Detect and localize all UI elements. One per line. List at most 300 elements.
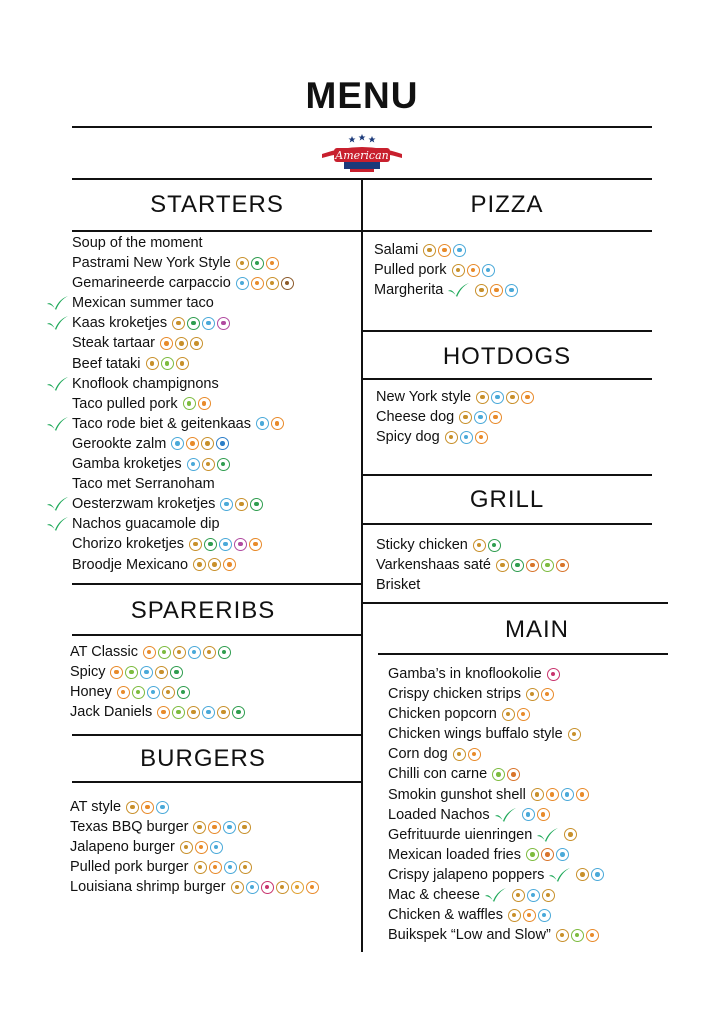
menu-item-name: Gamba’s in knoflookolie <box>388 666 542 682</box>
menu-item <box>72 394 362 414</box>
menu-item-name: Steak tartaar <box>72 335 156 352</box>
milk-icon <box>491 391 504 404</box>
hotdogs-divider <box>362 378 652 380</box>
spareribs-divider <box>72 634 362 636</box>
celery-icon <box>217 458 230 471</box>
mustard-icon <box>183 397 196 410</box>
menu-item-name: Jack Daniels <box>70 704 153 721</box>
main-divider-top <box>362 602 668 604</box>
gluten-icon <box>508 909 521 922</box>
milk-icon <box>591 868 604 881</box>
menu-item <box>70 857 360 877</box>
allergen-icons <box>494 559 569 572</box>
menu-item <box>72 253 362 273</box>
menu-item <box>388 704 688 724</box>
menu-item-name: Mexican loaded fries <box>388 846 521 863</box>
celery-icon <box>232 706 245 719</box>
menu-item <box>70 662 360 682</box>
menu-item-name: Gemarineerde carpaccio <box>72 275 231 292</box>
milk-icon <box>171 437 184 450</box>
milk-icon <box>556 848 569 861</box>
allergen-icons <box>545 668 560 681</box>
menu-item-name: Soup of the moment <box>72 235 203 251</box>
sulphite-icon <box>234 538 247 551</box>
gluten-icon <box>476 391 489 404</box>
egg-icon <box>117 686 130 699</box>
menu-item-name: Nachos guacamole dip <box>72 516 220 533</box>
american-logo <box>320 132 404 176</box>
spareribs-divider-top <box>72 583 362 585</box>
egg-icon <box>251 277 264 290</box>
gluten-icon <box>452 264 465 277</box>
menu-item <box>72 273 362 293</box>
milk-icon <box>522 808 535 821</box>
allergen-icons <box>158 337 203 350</box>
fish-icon <box>216 437 229 450</box>
menu-item <box>72 494 362 514</box>
gluten-icon <box>266 277 279 290</box>
milk-icon <box>474 411 487 424</box>
menu-item-name: Knoflook champignons <box>72 375 219 392</box>
allergen-icons <box>155 706 245 719</box>
menu-item-name: Pulled pork burger <box>70 859 189 876</box>
allergen-icons <box>443 431 488 444</box>
menu-item <box>374 260 654 280</box>
gluten-icon <box>568 728 581 741</box>
milk-icon <box>460 431 473 444</box>
menu-item-name: Corn dog <box>388 746 448 763</box>
vegetarian-leaf-icon <box>45 315 69 331</box>
milk-icon <box>202 317 215 330</box>
menu-item-name: Crispy jalapeno poppers <box>388 866 545 883</box>
gluten-icon <box>155 666 168 679</box>
burgers-divider <box>72 781 362 783</box>
celery-icon <box>488 539 501 552</box>
spareribs-heading: SPARERIBS <box>130 597 276 624</box>
gluten-icon <box>231 881 244 894</box>
allergen-icons <box>471 539 501 552</box>
milk-icon <box>538 909 551 922</box>
gluten-icon <box>576 868 589 881</box>
gluten-icon <box>208 558 221 571</box>
allergen-icons <box>524 688 554 701</box>
menu-item-name: Kaas kroketjes <box>72 315 168 332</box>
egg-icon <box>517 708 530 721</box>
menu-item <box>376 555 656 575</box>
menu-item-name: AT Classic <box>70 644 138 660</box>
milk-icon <box>187 458 200 471</box>
menu-item <box>388 845 688 865</box>
sauce-icon <box>541 848 554 861</box>
menu-item <box>388 744 688 764</box>
menu-item-name: Mexican summer taco <box>72 295 214 312</box>
gluten-icon <box>190 337 203 350</box>
milk-icon <box>527 889 540 902</box>
menu-item <box>70 682 360 702</box>
menu-item-name: Chicken wings buffalo style <box>388 726 563 743</box>
allergen-icons <box>124 801 169 814</box>
menu-item-name: Varkenshaas saté <box>376 557 491 574</box>
milk-icon <box>220 498 233 511</box>
main-list <box>388 664 688 945</box>
egg-icon <box>266 257 279 270</box>
menu-item <box>374 240 654 260</box>
celery-icon <box>204 538 217 551</box>
menu-item <box>388 724 688 744</box>
menu-item-name: Gefrituurde uienringen <box>388 826 533 843</box>
menu-item-name: Broodje Mexicano <box>72 556 189 573</box>
allergen-icons <box>185 458 230 471</box>
mustard-icon <box>132 686 145 699</box>
allergen-icons <box>500 708 530 721</box>
allergen-icons <box>562 828 577 841</box>
shellfish-icon <box>261 881 274 894</box>
milk-icon <box>561 788 574 801</box>
gluten-icon <box>193 821 206 834</box>
egg-icon <box>521 391 534 404</box>
page-title: MENU <box>305 75 419 116</box>
allergen-icons <box>229 881 319 894</box>
menu-item <box>388 905 688 925</box>
menu-item-name: Taco pulled pork <box>72 395 178 412</box>
egg-icon <box>489 411 502 424</box>
menu-item-name: Loaded Nachos <box>388 806 490 823</box>
egg-icon <box>208 821 221 834</box>
allergen-icons <box>187 538 262 551</box>
milk-icon <box>482 264 495 277</box>
menu-item-name: Taco met Serranoham <box>72 476 215 493</box>
milk-icon <box>156 801 169 814</box>
menu-item <box>72 333 362 353</box>
menu-item-name: Gamba kroketjes <box>72 456 182 473</box>
menu-item <box>70 877 360 897</box>
allergen-icons <box>191 821 251 834</box>
grill-list <box>376 535 656 595</box>
hotdogs-list <box>376 387 656 447</box>
menu-item <box>388 885 688 905</box>
menu-item-name: Chicken popcorn <box>388 706 497 723</box>
mustard-icon <box>492 768 505 781</box>
menu-item-name: Oesterzwam kroketjes <box>72 496 216 513</box>
gluten-icon <box>556 929 569 942</box>
allergen-icons <box>473 284 518 297</box>
egg-icon <box>541 688 554 701</box>
egg-icon <box>523 909 536 922</box>
milk-icon <box>188 646 201 659</box>
gluten-icon <box>172 317 185 330</box>
gluten-icon <box>459 411 472 424</box>
menu-item-name: Margherita <box>374 282 444 299</box>
milk-icon <box>505 284 518 297</box>
gluten-icon <box>276 881 289 894</box>
milk-icon <box>210 841 223 854</box>
gluten-icon <box>526 688 539 701</box>
menu-item <box>72 354 362 374</box>
starters-list <box>72 233 362 575</box>
allergen-icons <box>234 277 294 290</box>
gluten-icon <box>564 828 577 841</box>
menu-item-name: Spicy dog <box>376 429 440 446</box>
egg-icon <box>195 841 208 854</box>
egg-icon <box>576 788 589 801</box>
gluten-icon <box>146 357 159 370</box>
allergen-icons <box>450 264 495 277</box>
menu-item <box>72 555 362 575</box>
menu-item-name: Cheese dog <box>376 409 455 426</box>
gluten-icon <box>201 437 214 450</box>
menu-item-name: Mac & cheese <box>388 887 480 904</box>
allergen-icons <box>524 848 569 861</box>
burgers-heading: BURGERS <box>140 745 266 772</box>
menu-item-name: Honey <box>70 684 112 701</box>
menu-item-name: Smokin gunshot shell <box>388 786 526 803</box>
gluten-icon <box>126 801 139 814</box>
allergen-icons <box>192 861 252 874</box>
gluten-icon <box>180 841 193 854</box>
allergen-icons <box>178 841 223 854</box>
menu-item-name: Chilli con carne <box>388 766 488 783</box>
allergen-icons <box>506 909 551 922</box>
egg-icon <box>468 748 481 761</box>
menu-item <box>388 785 688 805</box>
grill-divider <box>362 523 652 525</box>
menu-item-name: Brisket <box>376 577 421 594</box>
logo-text: American <box>335 149 389 162</box>
gluten-icon <box>175 337 188 350</box>
spareribs-list <box>70 642 360 722</box>
gluten-icon <box>512 889 525 902</box>
gluten-icon <box>239 861 252 874</box>
starters-divider <box>72 230 362 232</box>
sulphite-icon <box>217 317 230 330</box>
mustard-icon <box>541 559 554 572</box>
celery-icon <box>251 257 264 270</box>
vegetarian-leaf-icon <box>446 282 470 298</box>
allergen-icons <box>457 411 502 424</box>
gluten-icon <box>473 539 486 552</box>
burgers-divider-top <box>72 734 362 736</box>
vegetarian-leaf-icon <box>483 887 507 903</box>
sauce-icon <box>507 768 520 781</box>
peanut-icon <box>526 559 539 572</box>
gluten-icon <box>475 284 488 297</box>
menu-item <box>72 454 362 474</box>
milk-icon <box>147 686 160 699</box>
egg-icon <box>157 706 170 719</box>
vegetarian-leaf-icon <box>535 827 559 843</box>
allergen-icons <box>144 357 189 370</box>
allergen-icons <box>520 808 550 821</box>
menu-item <box>388 664 688 684</box>
allergen-icons <box>169 437 229 450</box>
menu-item <box>72 414 362 434</box>
allergen-icons <box>529 788 589 801</box>
celery-icon <box>177 686 190 699</box>
vegetarian-leaf-icon <box>45 295 69 311</box>
menu-item <box>374 280 654 300</box>
gluten-icon <box>531 788 544 801</box>
menu-item-name: New York style <box>376 389 472 405</box>
allergen-icons <box>218 498 263 511</box>
allergen-icons <box>474 391 534 404</box>
menu-item <box>376 407 656 427</box>
allergen-icons <box>108 666 183 679</box>
menu-item <box>70 702 360 722</box>
vegetarian-leaf-icon <box>493 807 517 823</box>
allergen-icons <box>554 929 599 942</box>
menu-item-name: Pulled pork <box>374 262 447 279</box>
gluten-icon <box>445 431 458 444</box>
egg-icon <box>186 437 199 450</box>
mustard-icon <box>158 646 171 659</box>
egg-icon <box>438 244 451 257</box>
menu-item-name: Louisiana shrimp burger <box>70 879 226 896</box>
main-heading: MAIN <box>505 616 569 643</box>
nuts-icon <box>281 277 294 290</box>
menu-item <box>72 313 362 333</box>
mustard-icon <box>172 706 185 719</box>
menu-item <box>388 865 688 885</box>
egg-icon <box>249 538 262 551</box>
milk-icon <box>224 861 237 874</box>
allergen-icons <box>254 417 284 430</box>
egg-icon <box>143 646 156 659</box>
egg-icon <box>223 558 236 571</box>
hotdogs-heading: HOTDOGS <box>442 343 572 370</box>
allergen-icons <box>421 244 466 257</box>
menu-item <box>376 427 656 447</box>
egg-icon <box>490 284 503 297</box>
mustard-icon <box>125 666 138 679</box>
vegetarian-leaf-icon <box>45 496 69 512</box>
menu-item <box>72 434 362 454</box>
menu-item-name: Buikspek “Low and Slow” <box>388 927 551 944</box>
menu-item <box>376 535 656 555</box>
menu-item <box>388 925 688 945</box>
egg-icon <box>586 929 599 942</box>
milk-icon <box>219 538 232 551</box>
menu-item <box>72 374 362 394</box>
menu-item <box>388 805 688 825</box>
allergen-icons <box>451 748 481 761</box>
gluten-icon <box>506 391 519 404</box>
menu-item <box>72 233 362 253</box>
gluten-icon <box>496 559 509 572</box>
gluten-icon <box>542 889 555 902</box>
allergen-icons <box>191 558 236 571</box>
gluten-icon <box>173 646 186 659</box>
gluten-icon <box>453 748 466 761</box>
celery-icon <box>250 498 263 511</box>
menu-item <box>70 642 360 662</box>
egg-icon <box>475 431 488 444</box>
gluten-icon <box>423 244 436 257</box>
hotdogs-divider-top <box>362 330 652 332</box>
allergen-icons <box>510 889 555 902</box>
vegetarian-leaf-icon <box>547 867 571 883</box>
menu-item <box>72 514 362 534</box>
gluten-icon <box>236 257 249 270</box>
gluten-icon <box>217 706 230 719</box>
celery-icon <box>170 666 183 679</box>
menu-item-name: Salami <box>374 242 419 258</box>
allergen-icons <box>574 868 604 881</box>
celery-icon <box>511 559 524 572</box>
grill-divider-top <box>362 474 652 476</box>
starters-heading: STARTERS <box>150 191 284 218</box>
menu-item-name: Chorizo kroketjes <box>72 536 185 553</box>
menu-item-name: Gerookte zalm <box>72 435 167 452</box>
pizza-divider <box>362 230 652 232</box>
milk-icon <box>140 666 153 679</box>
gluten-icon <box>194 861 207 874</box>
gluten-icon <box>203 646 216 659</box>
menu-item <box>72 474 362 494</box>
milk-icon <box>246 881 259 894</box>
pizza-list <box>374 240 654 300</box>
celery-icon <box>218 646 231 659</box>
menu-item-name: Spicy <box>70 664 106 681</box>
gluten-icon <box>235 498 248 511</box>
milk-icon <box>223 821 236 834</box>
menu-item <box>388 684 688 704</box>
gluten-icon <box>202 458 215 471</box>
milk-icon <box>236 277 249 290</box>
menu-item-name: Pastrami New York Style <box>72 255 231 272</box>
menu-item <box>388 825 688 845</box>
menu-item-name: Crispy chicken strips <box>388 686 521 703</box>
allergen-icons <box>490 768 520 781</box>
gluten-icon <box>189 538 202 551</box>
menu-item <box>388 764 688 784</box>
sesame-icon <box>176 357 189 370</box>
sauce-icon <box>556 559 569 572</box>
egg-icon <box>110 666 123 679</box>
burgers-list <box>70 797 360 897</box>
gluten-icon <box>187 706 200 719</box>
vegetarian-leaf-icon <box>45 376 69 392</box>
menu-item-name: Jalapeno burger <box>70 839 175 856</box>
grill-heading: GRILL <box>469 486 545 513</box>
vegetarian-leaf-icon <box>45 416 69 432</box>
title-divider <box>72 126 652 128</box>
allergen-icons <box>234 257 279 270</box>
menu-item-name: AT style <box>70 799 122 815</box>
lupin-icon <box>291 881 304 894</box>
menu-item <box>70 817 360 837</box>
menu-item-name: Chicken & waffles <box>388 907 503 924</box>
egg-icon <box>160 337 173 350</box>
egg-icon <box>198 397 211 410</box>
gluten-icon <box>502 708 515 721</box>
shellfish-icon <box>547 668 560 681</box>
menu-item <box>376 575 656 595</box>
mustard-icon <box>526 848 539 861</box>
egg-icon <box>209 861 222 874</box>
menu-item-name: Texas BBQ burger <box>70 819 189 836</box>
egg-icon <box>546 788 559 801</box>
menu-item-name: Taco rode biet & geitenkaas <box>72 415 251 432</box>
milk-icon <box>256 417 269 430</box>
egg-icon <box>467 264 480 277</box>
egg-icon <box>271 417 284 430</box>
celery-icon <box>187 317 200 330</box>
allergen-icons <box>115 686 190 699</box>
menu-item <box>70 797 360 817</box>
menu-item <box>376 387 656 407</box>
egg-icon <box>306 881 319 894</box>
menu-item-name: Beef tataki <box>72 355 141 372</box>
